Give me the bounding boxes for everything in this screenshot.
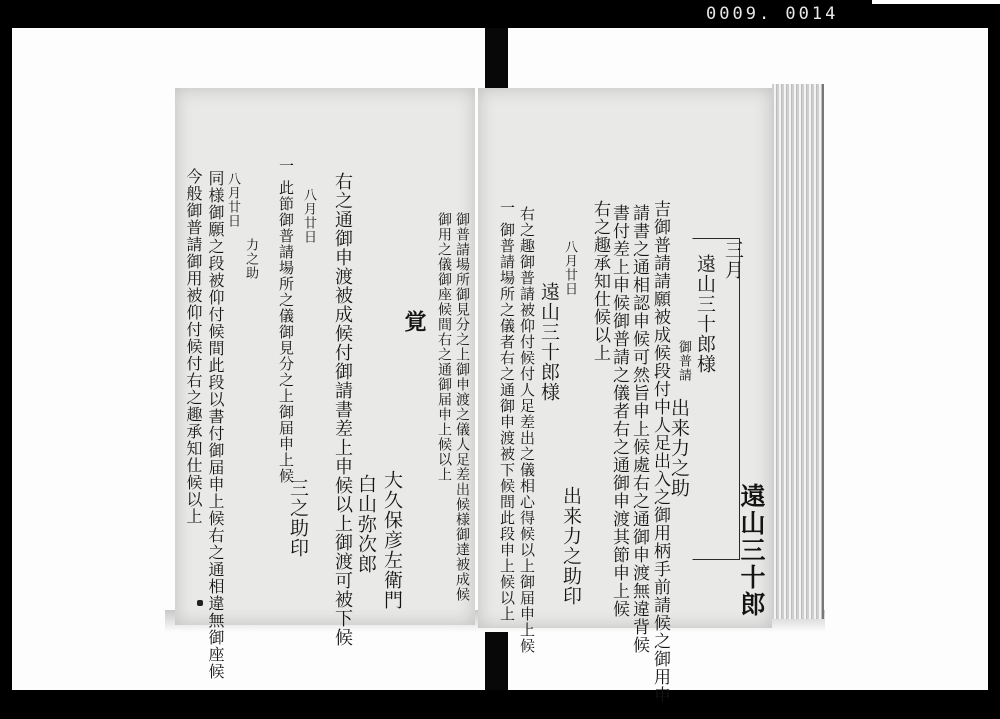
column-body-8: 御用之儀御座候間右之通御届申上候以上 [436, 212, 452, 482]
column-signature-2: 出来力之助印 [560, 486, 582, 606]
column-date-2: 八月廿日 [301, 188, 316, 244]
film-edge-tab [872, 0, 1000, 4]
column-body-5: 右之趣御普請被仰付候付人足差出之儀相心得候以上御届申上候 [518, 206, 536, 654]
column-title-boxed: 出来力之助 [668, 398, 690, 498]
right-page [478, 88, 772, 704]
column-body-4: 右之趣承知仕候以上 [590, 200, 610, 362]
column-body-7: 御普請場所御見分之上御申渡之儀人足差出候様御達被成候 [454, 212, 470, 602]
ink-mark [197, 600, 203, 606]
column-sender-boxed: 遠山三十郎様 [694, 254, 716, 374]
left-page [175, 88, 475, 680]
column-signer-2: 白山弥次郎 [355, 474, 377, 574]
column-name-2: 遠山三十郎様 [538, 282, 560, 402]
column-heading: 覚 [401, 310, 427, 334]
column-body-11: 今般御普請御用被仰付候付右之趣承知仕候以上 [184, 168, 203, 525]
column-body-1: 吉御普請請願被成候段付中人足出入之御用柄手前請候之御用申 [650, 200, 670, 704]
column-month: 三月 [722, 240, 744, 280]
page-edges [772, 84, 824, 619]
column-sender-note: 御普請 [676, 340, 691, 382]
column-body-2: 請書之通相認申候可然旨申上候處右之通御申渡無違背候 [629, 204, 649, 654]
column-signature-3: 三之助印 [287, 478, 309, 558]
microfilm-frame-number: 0009. 0014 [706, 4, 839, 24]
column-body-6: 一 御普請場所之儀者右之通御申渡被下候間此段申上候以上 [498, 200, 516, 622]
column-body-3: 書付差上申候御普請之儀者右之通御申渡其節申上候 [609, 204, 629, 618]
column-sub-note: 力之助 [243, 238, 258, 280]
column-name-tohyama: 遠山三十郎 [737, 483, 766, 618]
column-date-3: 八月廿日 [225, 172, 240, 228]
column-body-10: 同様御願之段被仰付候間此段以書付御届申上候右之通相違無御座候 [206, 170, 225, 680]
column-item-one: 一 此節御普請場所之儀御見分之上御届申上候 [277, 158, 295, 484]
column-body-9: 右之通御申渡被成候付御請書差上申候以上御渡可被下候 [332, 172, 353, 647]
column-date-1: 八月廿日 [562, 240, 577, 296]
column-signer-1: 大久保彦左衛門 [381, 470, 403, 610]
